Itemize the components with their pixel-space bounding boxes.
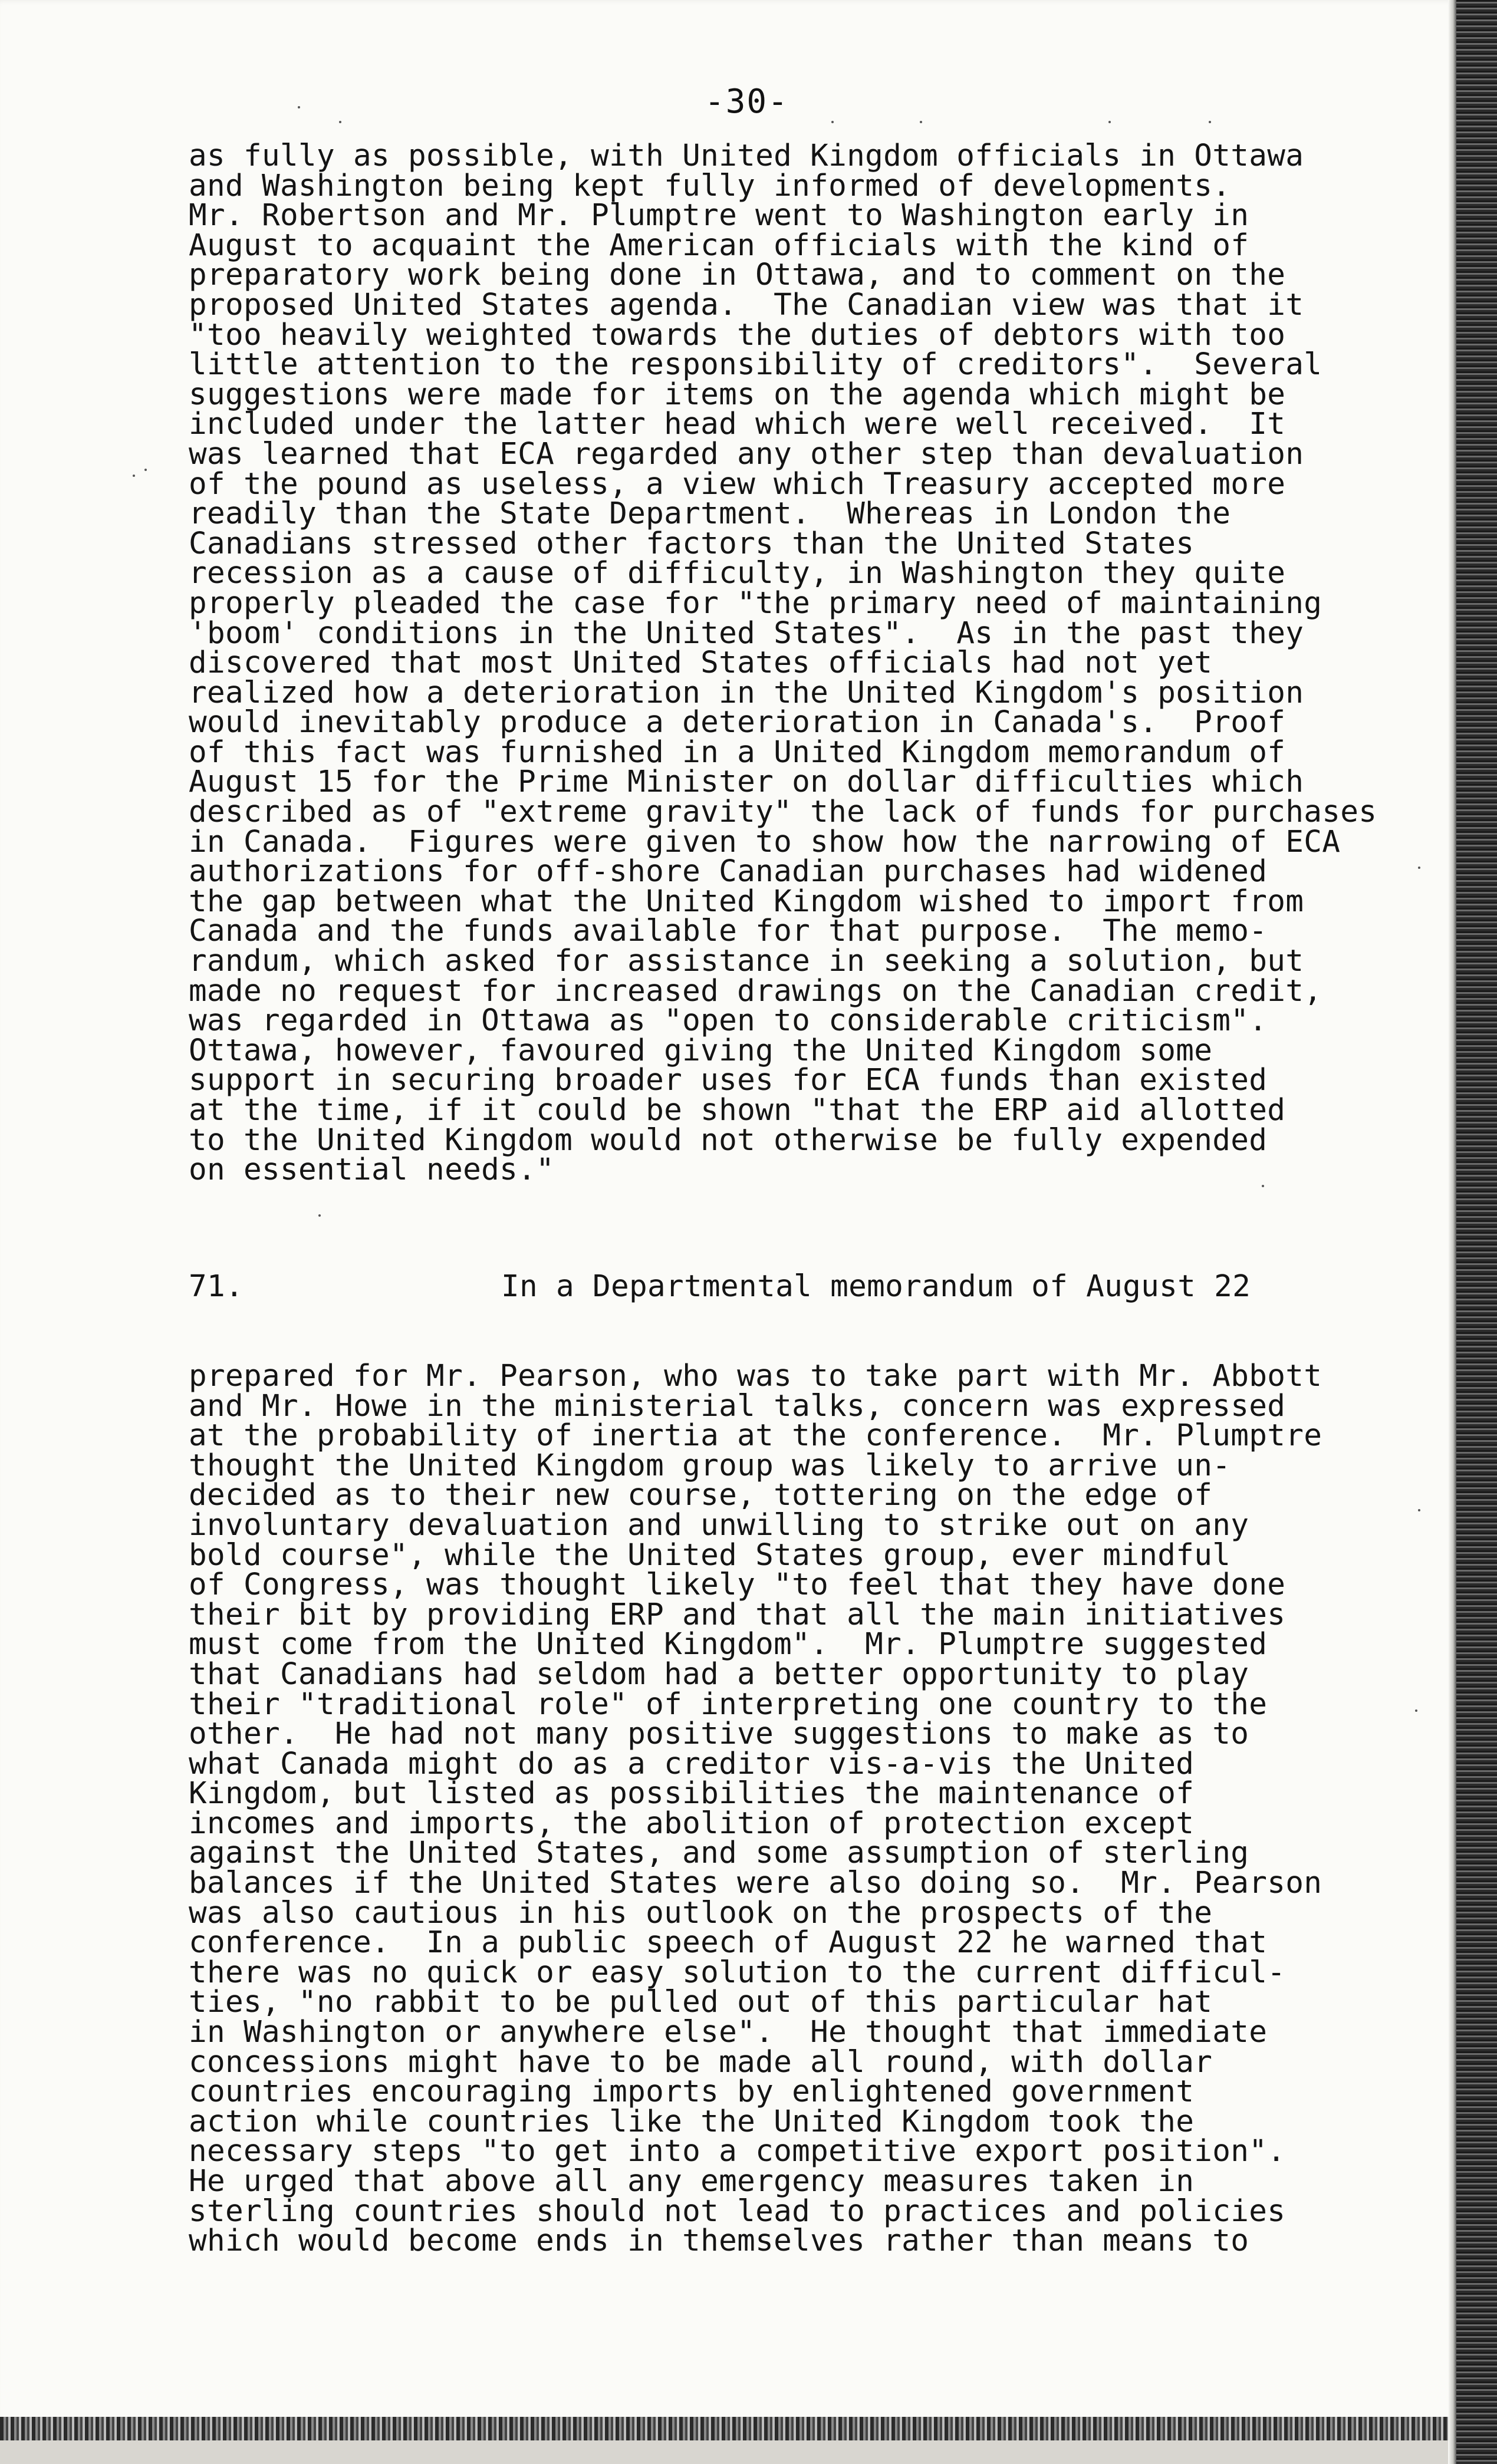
text-line: ties, "no rabbit to be pulled out of this particular hat [189,1985,1213,2020]
paragraph-continued [189,139,1377,1188]
paragraph-number: 71. [189,1269,244,1305]
text-line: at the probability of inertia at the conference. Mr. Plumptre [189,1418,1322,1454]
text-line: their bit by providing ERP and that all the main initiatives [189,1597,1286,1632]
text-line: included under the latter head which were well received. It [189,407,1286,442]
text-line: countries encouraging imports by enlightened government [189,2074,1195,2110]
text-line: and Washington being kept fully informed of developments. [189,168,1231,203]
text-line: August to acquaint the American officials with the kind of [189,228,1249,263]
text-line: incomes and imports, the abolition of protection except [189,1806,1195,1841]
text-line: involuntary devaluation and unwilling to strike out on any [189,1507,1249,1543]
text-line: there was no quick or easy solution to the current difficul- [189,1955,1286,1990]
text-line: sterling countries should not lead to practices and policies [189,2193,1286,2229]
text-line: was regarded in Ottawa as "open to considerable criticism". [189,1003,1268,1039]
text-line: of this fact was furnished in a United Kingdom memorandum of [189,734,1286,770]
text-line: at the time, if it could be shown "that the ERP aid allotted [189,1093,1286,1128]
text-line: little attention to the responsibility of creditors". Several [189,347,1322,383]
text-line: their "traditional role" of interpreting one country to the [189,1686,1268,1722]
text-line: support in securing broader uses for ECA funds than existed [189,1063,1268,1098]
text-line: randum, which asked for assistance in seeking a solution, but [189,944,1304,979]
text-line: must come from the United Kingdom". Mr. Plumptre suggested [189,1627,1268,1662]
text-line: the gap between what the United Kingdom wished to import from [189,884,1304,919]
text-line: what Canada might do as a creditor vis-a-vis the United [189,1746,1195,1781]
text-line: Canada and the funds available for that purpose. The memo- [189,914,1268,949]
page-number: -30- [705,83,789,121]
text-line: which would become ends in themselves rather than means to [189,2223,1249,2259]
paragraph-71-first-line [189,1269,1356,1305]
text-line: to the United Kingdom would not otherwise be fully expended [189,1122,1268,1158]
text-line: as fully as possible, with United Kingdom officials in Ottawa [189,139,1304,173]
text-line: was also cautious in his outlook on the prospects of the [189,1895,1213,1931]
text-line: that Canadians had seldom had a better opportunity to play [189,1656,1249,1692]
text-line: August 15 for the Prime Minister on dollar difficulties which [189,765,1304,800]
text-line: authorizations for off-shore Canadian purchases had widened [189,854,1268,890]
text-line: He urged that above all any emergency measures taken in [189,2164,1195,2199]
text-line: 'boom' conditions in the United States". As in the past they [189,615,1304,651]
text-line: Kingdom, but listed as possibilities the maintenance of [189,1776,1195,1811]
text-line: bold course", while the United States group, ever mindful [189,1537,1231,1573]
text-line: in Washington or anywhere else". He thought that immediate [189,2015,1268,2050]
text-line: discovered that most United States officials had not yet [189,645,1213,681]
text-line: action while countries like the United Kingdom took the [189,2104,1195,2139]
text-line: recession as a cause of difficulty, in Washington they quite [189,556,1286,591]
text-line: balances if the United States were also doing so. Mr. Pearson [189,1866,1322,1901]
text-line: prepared for Mr. Pearson, who was to take part with Mr. Abbott [189,1358,1322,1394]
text-line: in Canada. Figures were given to show how the narrowing of ECA [189,824,1341,859]
text-line: of the pound as useless, a view which Treasury accepted more [189,466,1286,502]
text-line: "too heavily weighted towards the duties of debtors with too [189,317,1286,353]
paragraph-71-opening-text: In a Departmental memorandum of August 22 [501,1269,1251,1305]
page-binding-shadow [1448,0,1456,2464]
text-line: of Congress, was thought likely "to feel that they have done [189,1567,1286,1603]
text-line: was learned that ECA regarded any other step than devaluation [189,436,1304,472]
text-line: Ottawa, however, favoured giving the United Kingdom some [189,1033,1213,1068]
text-line: conference. In a public speech of August 22 he warned that [189,1925,1268,1961]
text-line: made no request for increased drawings on the Canadian credit, [189,973,1322,1009]
text-line: concessions might have to be made all round, with dollar [189,2044,1213,2080]
paragraph-71 [189,1213,1356,2316]
text-line: properly pleaded the case for "the primary need of maintaining [189,585,1322,621]
text-line: proposed United States agenda. The Canadian view was that it [189,287,1304,322]
text-line: decided as to their new course, tottering on the edge of [189,1478,1213,1513]
scan-bottom-edge [0,2417,1456,2440]
text-line: readily than the State Department. Whereas in London the [189,496,1231,532]
text-line: Mr. Robertson and Mr. Plumptre went to Washington early in [189,198,1249,233]
text-line: suggestions were made for items on the agenda which might be [189,377,1286,412]
text-line: against the United States, and some assumption of sterling [189,1836,1249,1871]
text-line: described as of "extreme gravity" the lack of funds for purchases [189,795,1377,830]
text-line: other. He had not many positive suggestions to make as to [189,1717,1249,1752]
text-line: Canadians stressed other factors than the United States [189,526,1195,561]
text-line: realized how a deterioration in the United Kingdom's position [189,675,1304,710]
text-line: on essential needs." [189,1152,555,1188]
text-line: and Mr. Howe in the ministerial talks, concern was expressed [189,1388,1286,1424]
text-line: thought the United Kingdom group was likely to arrive un- [189,1448,1231,1483]
text-line: would inevitably produce a deterioration in Canada's. Proof [189,705,1286,740]
text-line: preparatory work being done in Ottawa, and to comment on the [189,258,1286,293]
text-line: necessary steps "to get into a competitive export position". [189,2134,1286,2169]
paragraph-71-body [189,1358,1356,2259]
page-binding-edge [1456,0,1497,2464]
